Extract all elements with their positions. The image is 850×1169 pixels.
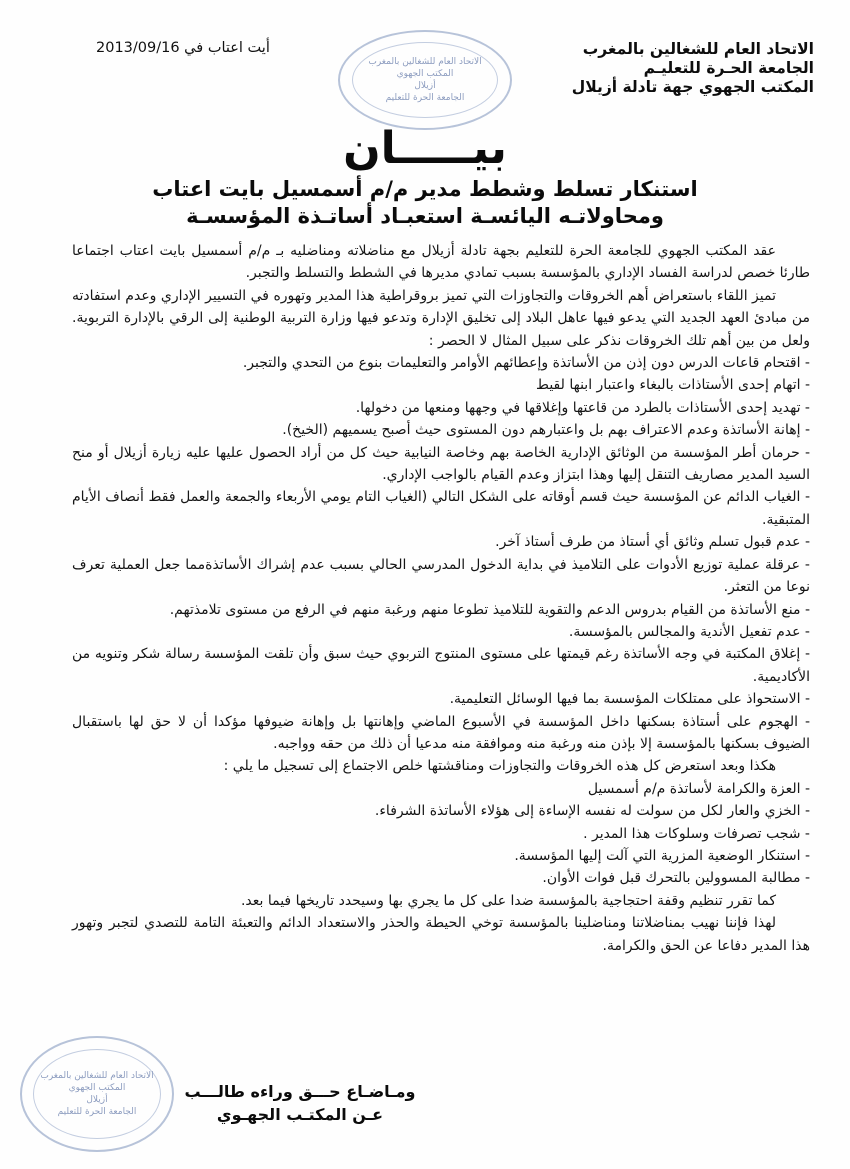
- stamp-center-text: المكتب الجهوي: [396, 69, 454, 79]
- violation-item: - عدم قبول تسلم وثائق أي أستاذ من طرف أستاذ آخر.: [495, 534, 810, 551]
- violation-item: - إغلاق المكتبة في وجه الأساتذة رغم قيمتها على مستوى المنتوج التربوي حيث سبق وأن تلقت المؤسسة رسالة شكر وتنويه من الأكاديمية.: [72, 646, 810, 685]
- violation-item: - الهجوم على أستاذة بسكنها داخل المؤسسة في الأسبوع الماضي وإهانتها بل وإهانة ضيوفها مؤكدا أن لا حق لها باستقبال الضيوف بسكنها بالمؤسسة إلا بإذن منه ورغبة منه وموافقة منه مدعيا أن ذلك من حقه وواجبه.: [72, 713, 810, 752]
- violation-item: - تهديد إحدى الأستاذات بالطرد من قاعتها وإغلاقها في وجهها ومنعها من دخولها.: [355, 399, 810, 416]
- resolutions-list: [72, 778, 810, 890]
- resolution-item: - الخزي والعار لكل من سولت له نفسه الإساءة إلى هؤلاء الأساتذة الشرفاء.: [374, 803, 810, 820]
- org-line-federation: الجامعة الحـرة للتعليـم: [643, 59, 814, 77]
- violations-list: [72, 352, 810, 755]
- violation-item: - اتهام إحدى الأستاذات بالبغاء واعتبار ابنها لقيط: [536, 377, 810, 394]
- resolution-item: - العزة والكرامة لأساتذة م/م أسمسيل: [587, 780, 810, 797]
- resolution-item: - شجب تصرفات وسلوكات هذا المدير .: [583, 825, 810, 842]
- violation-item: - عرقلة عملية توزيع الأدوات على التلاميذ في بداية الدخول المدرسي الحالي بسبب عدم إشراك الأساتذةمما جعل العملية تعرف نوعا من التعثر.: [72, 556, 810, 596]
- stamp-bottom-text: الجامعة الحرة للتعليم: [385, 93, 465, 103]
- violation-item: - اقتحام قاعات الدرس دون إذن من الأساتذة وإعطائهم الأوامر والتعليمات بنوع من التحدي والتجبر.: [242, 355, 810, 372]
- closing-motto: ومـاضـاع حـــق وراءه طالـــب: [184, 1082, 416, 1101]
- document-title: بيـــــان: [343, 123, 507, 174]
- violation-item: - إهانة الأساتذة وعدم الاعتراف بهم بل واعتبارهم دون المستوى حيث أصبح يسميهم (الخيخ).: [282, 422, 810, 439]
- statement-body: [72, 240, 810, 957]
- protest-paragraph: كما تقرر تنظيم وقفة احتجاجية بالمؤسسة ضدا على كل ما يجري بها وسيحدد تاريخها فيما بعد.: [240, 892, 776, 909]
- context-paragraph: تميز اللقاء باستعراض أهم الخروقات والتجاوزات التي تميز بروقراطية هذا المدير وتهوره في التسيير الإداري وعدم استفادته من مبادئ العهد الجديد التي يدعو فيها عاهل البلاد إلى تخليق الإدارة وتدعو فيها وزارة التربية الوطنية إلى الرقي بالإدارة التربوية. ولعل من بين أهم تلك الخروقات نذكر على سبيل المثال لا الحصر :: [72, 287, 810, 349]
- stamp-center-text: المكتب الجهوي: [68, 1083, 126, 1093]
- resolution-item: - استنكار الوضعية المزرية التي آلت إليها المؤسسة.: [514, 847, 810, 864]
- violation-item: - عدم تفعيل الأندية والمجالس بالمؤسسة.: [568, 623, 810, 640]
- signatory: عـن المكتـب الجهـوي: [216, 1105, 384, 1124]
- org-line-union: الاتحاد العام للشغالين بالمغرب: [582, 40, 814, 58]
- closing-signature: [180, 1080, 420, 1126]
- official-stamp-bottom: [20, 1036, 174, 1152]
- conclusion-intro: هكذا وبعد استعرض كل هذه الخروقات والتجاوزات ومناقشتها خلص الاجتماع إلى تسجيل ما يلي :: [223, 758, 776, 775]
- stamp-ring-text: الاتحاد العام للشغالين بالمغرب: [368, 57, 482, 67]
- resolution-item: - مطالبة المسوولين بالتحرك قبل فوات الأوان.: [542, 870, 810, 887]
- violation-item: - الغياب الدائم عن المؤسسة حيث قسم أوقاته على الشكل التالي (الغياب التام يومي الأربعاء والجمعة والعمل فقط أنصاف الأيام المتبقية.: [72, 489, 810, 528]
- stamp-city: أزيلال: [414, 81, 436, 91]
- appeal-paragraph: لهذا فإننا نهيب بمناضلاتنا ومناضلينا بالمؤسسة توخي الحيطة والحذر والاستعداد الدائم والتعبئة التامة للتصدي لتجبر وتهور هذا المدير دفاعا عن الحق والكرامة.: [72, 915, 810, 954]
- violation-item: - الاستحواذ على ممتلكات المؤسسة بما فيها الوسائل التعليمية.: [449, 691, 810, 708]
- organization-header: [572, 40, 814, 97]
- org-line-regional-office: المكتب الجهوي جهة تادلة أزيلال: [571, 78, 814, 96]
- official-stamp-top: [338, 30, 512, 130]
- subtitle-line-2: ومحاولاتـه اليائسـة استعبـاد أساتـذة المؤسسـة: [186, 204, 664, 228]
- subtitle-line-1: استنكار تسلط وشطط مدير م/م أسمسيل بايت اعتاب: [152, 177, 698, 201]
- intro-paragraph: عقد المكتب الجهوي للجامعة الحرة للتعليم بجهة تادلة أزيلال مع مناضلاته ومناضليه بـ م/م أسمسيل بايت اعتاب اجتماعا طارئا خصص لدراسة الفساد الإداري بالمؤسسة بسبب تمادي مديرها في الشطط والتسلط والتجبر.: [72, 243, 810, 282]
- stamp-city: أزيلال: [86, 1095, 108, 1105]
- stamp-bottom-text: الجامعة الحرة للتعليم: [57, 1107, 137, 1117]
- violation-item: - منع الأساتذة من القيام بدروس الدعم والتقوية للتلاميذ تطوعا منهم ورغبة منهم في الرفع من مستوى تلامذتهم.: [169, 601, 810, 618]
- stamp-ring-text: الاتحاد العام للشغالين بالمغرب: [40, 1071, 154, 1081]
- document-subtitle: [150, 176, 700, 230]
- violation-item: - حرمان أطر المؤسسة من الوثائق الإدارية الخاصة بهم وخاصة النيابية حيث كل من أراد الحصول عليها عليه زيارة أزيلال أو منح السيد المدير مصاريف التنقل إليها وهذا ابتزاز وعدم القيام بالواجب الإداري.: [72, 444, 810, 484]
- place-and-date: أيت اعتاب في 2013/09/16: [96, 40, 270, 56]
